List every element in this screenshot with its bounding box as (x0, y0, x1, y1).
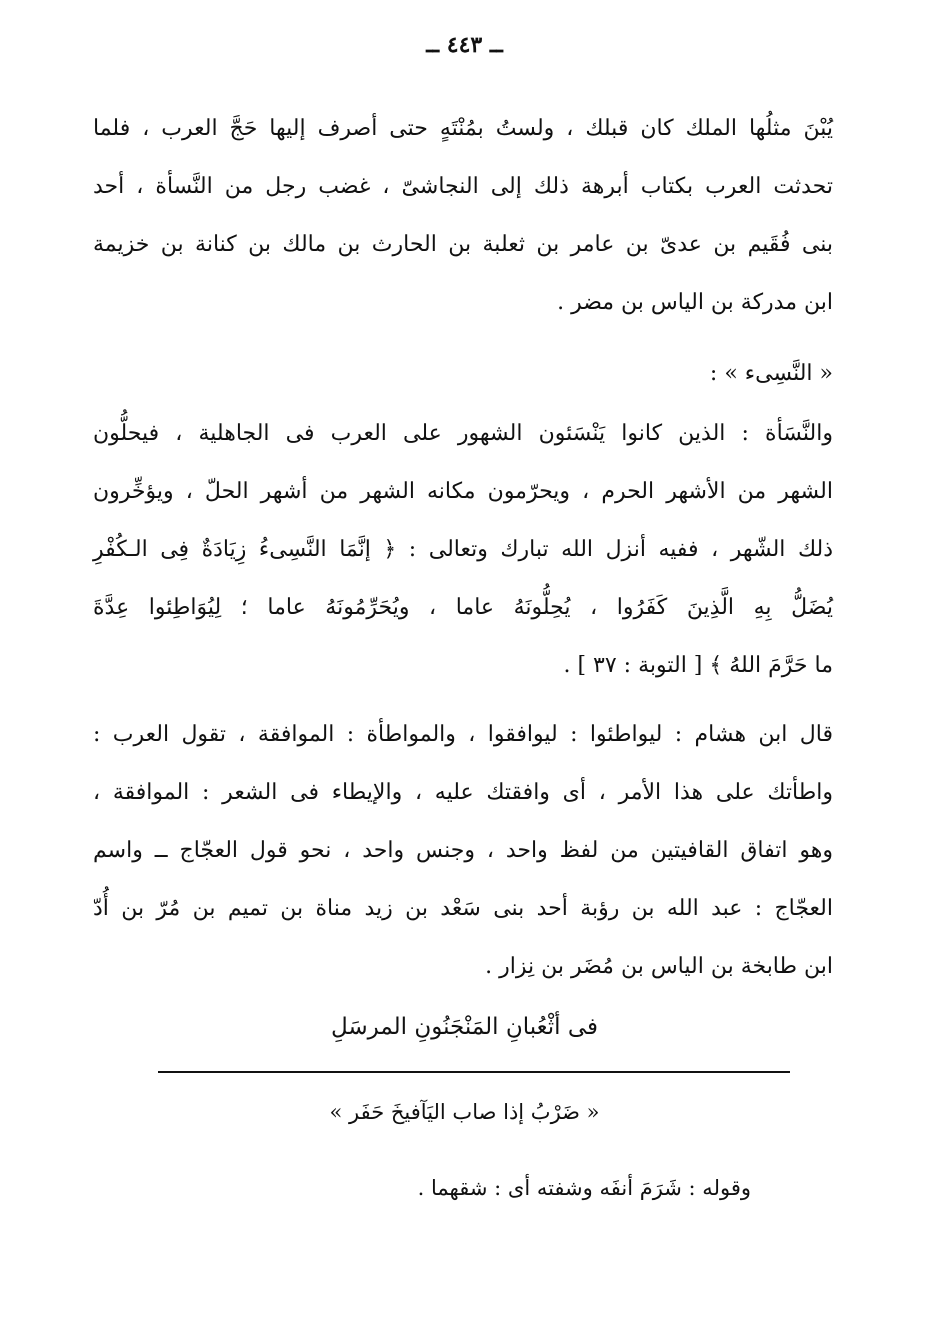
text-line: واطأتك على هذا الأمر ، أى وافقتك عليه ، والإيطاء فى الشعر : الموافقة ، (93, 780, 833, 805)
text-line: ما حَرَّمَ اللهُ ﴾ [ التوبة : ٣٧ ] . (563, 653, 833, 678)
text-line: ذلك الشّهر ، ففيه أنزل الله تبارك وتعالى : ﴿ إنَّمَا النَّسِىءُ زِيَادَةٌ فِى الـكُفْرِ (93, 537, 833, 562)
paragraph-1 (93, 100, 833, 332)
text-line: ابن طابخة بن الياس بن مُضَر بن نِزار . (485, 954, 833, 979)
text-line: والنَّسَأة : الذين كانوا يَنْسَئون الشهور على العرب فى الجاهلية ، فيحلُّون (93, 421, 833, 446)
poetry-verse: فى أثْعُبانِ المَنْجَنُونِ المرسَلِ (330, 1014, 599, 1040)
text-line: يُبْنَ مثلُها الملك كان قبلك ، ولستُ بمُنْتَهٍ حتى أصرف إليها حَجَّ العرب ، فلما (93, 116, 833, 141)
text-line: العجّاج : عبد الله بن رؤبة أحد بنى سَعْد بن زيد مناة بن تميم بن مُرّ بن أُدّ (93, 896, 833, 921)
text-line: تحدثت العرب بكتاب أبرهة ذلك إلى النجاشىّ ، غضب رجل من النَّسأة ، أحد (93, 174, 833, 199)
text-line: الشهر من الأشهر الحرم ، ويحرّمون مكانه الشهر من أشهر الحلّ ، ويؤخِّرون (93, 479, 833, 504)
text-line: وهو اتفاق القافيتين من لفظ واحد ، وجنس واحد ، نحو قول العجّاج ــ واسم (93, 838, 833, 863)
footnote-divider (158, 1071, 790, 1073)
paragraph-3 (93, 706, 833, 996)
text-line: يُضَلُّ بِهِ الَّذِينَ كَفَرُوا ، يُحِلُّونَهُ عاما ، ويُحَرِّمُونَهُ عاما ؛ لِيُوَاطِئوا عِدَّةَ (93, 595, 833, 620)
text-line: قال ابن هشام : ليواطئوا : ليوافقوا ، والمواطأة : الموافقة ، تقول العرب : (93, 722, 833, 747)
paragraph-2 (93, 405, 833, 695)
text-line: بنى فُقَيم بن عدىّ بن عامر بن ثعلبة بن الحارث بن مالك بن كنانة بن خزيمة (93, 232, 833, 257)
footnote-verse: « ضَرْبُ إذا صاب اليَآفيخَ حَفَر » (329, 1100, 600, 1124)
page-number: ــ ٤٤٣ ــ (426, 32, 503, 58)
section-heading: « النَّسِىء » : (709, 361, 833, 386)
text-line: ابن مدركة بن الياس بن مضر . (557, 290, 833, 315)
footnote-note: وقوله : شَرَمَ أنفَه وشفته أى : شقهما . (417, 1176, 751, 1200)
